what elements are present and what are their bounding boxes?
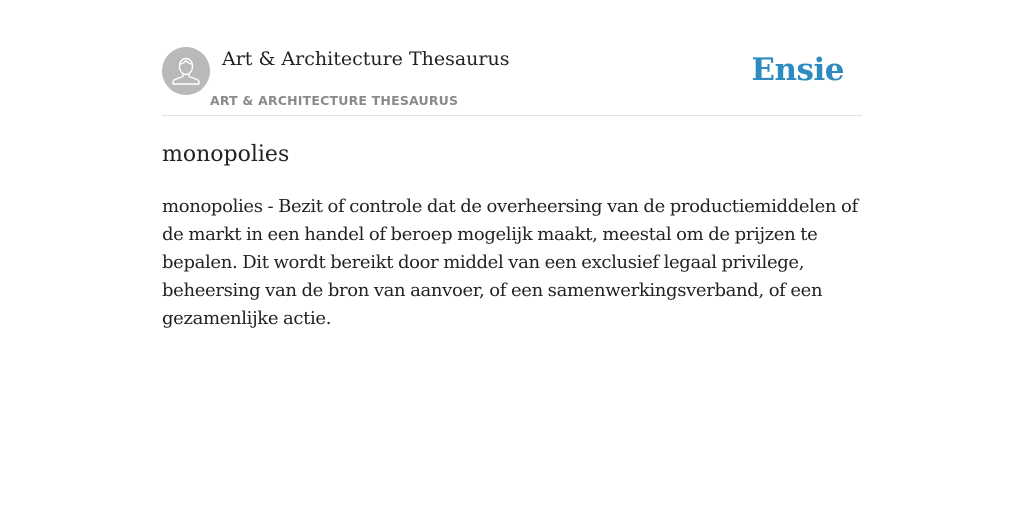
author-name-link[interactable]: Art & Architecture Thesaurus [222,48,510,70]
page [162,0,862,333]
entry-header [162,47,862,116]
author-avatar[interactable] [162,47,210,95]
entry-definition: monopolies - Bezit of controle dat de overheersing van de productiemiddelen of de markt in een handel of beroep mogelijk maakt, meestal om de prijzen te bepalen. Dit wordt bereikt door middel van een exclusief legaal privilege, beheersing van de bron van aanvoer, of een samenwerkingsverband, of een gezamenlijke actie. [162,196,858,329]
ensie-logo[interactable]: Ensie [751,52,844,88]
user-silhouette-icon [162,47,210,95]
author-category: ART & ARCHITECTURE THESAURUS [210,93,459,108]
entry-term: monopolies [162,142,290,167]
